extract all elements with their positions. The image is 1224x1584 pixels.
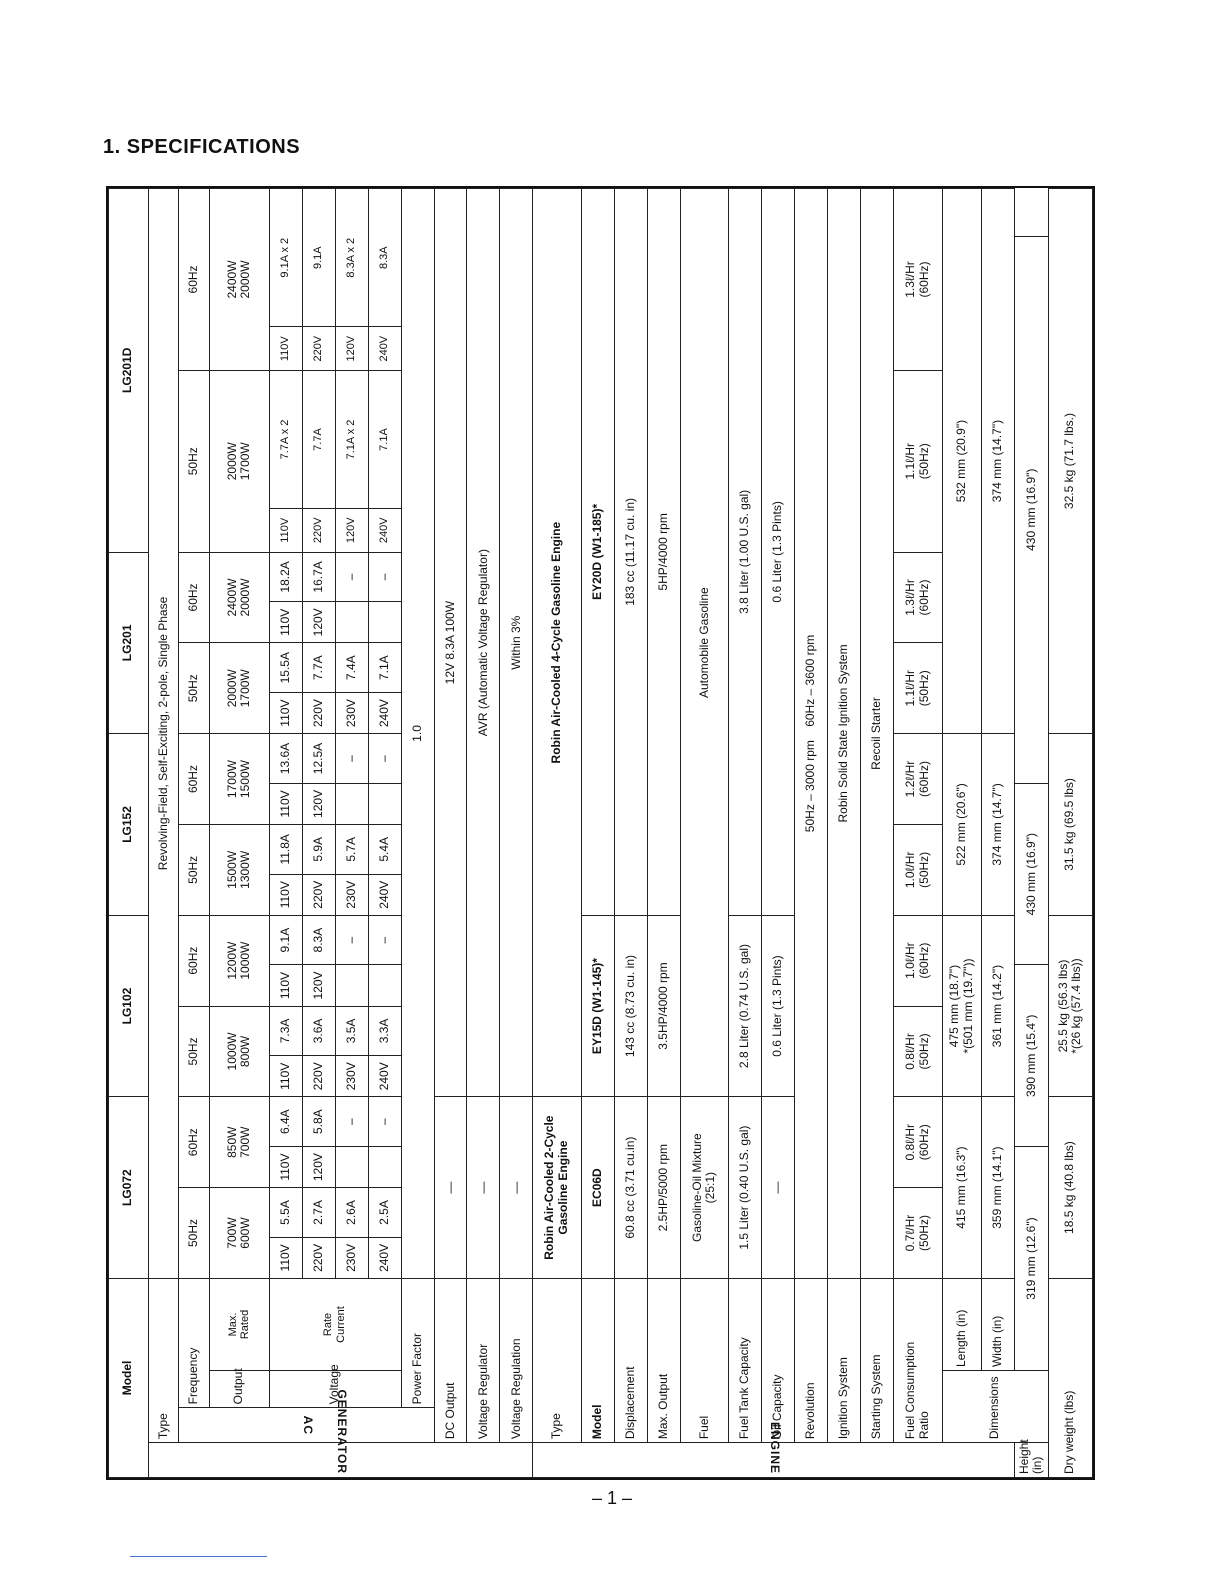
volt-cell [368,965,401,1006]
fuel-tank-lg102: 2.8 Liter (0.74 U.S. gal) [729,915,762,1097]
volt-cell: 110V [269,874,302,915]
dc-output-label: DC Output [434,1278,467,1442]
output-lg201-60: 2400W 2000W [210,552,269,643]
volt-cell [368,783,401,824]
revolution-row [795,189,828,1478]
displacement-lg072: 60.8 cc (3.71 cu.in) [614,1097,647,1279]
current-cell: 2.5A [368,1188,401,1238]
specifications-table [108,188,1093,1478]
volt-cell: 240V [368,693,401,734]
volt-cell [368,602,401,643]
ignition-label: Ignition System [828,1278,861,1442]
current-cell: 16.7A [302,552,335,602]
max-output-label: Max. Output [647,1278,680,1442]
freq-lg072-60: 60Hz [179,1097,210,1188]
displacement-lg102: 143 cc (8.73 cu. in) [614,915,647,1097]
output-label: Output [210,1371,269,1408]
oil-capacity-rest: 0.6 Liter (1.3 Pints) [762,189,795,916]
engine-type-lg072: Robin Air-Cooled 2-Cycle Gasoline Engine [533,1097,581,1279]
current-cell: 9.1A [269,915,302,965]
model-lg152: LG152 [109,734,149,916]
lg201d-volt: 220V [302,509,335,553]
fuel-consumption-lg072-50: 0.7ℓ/Hr (50Hz) [894,1188,942,1279]
fuel-consumption-row [894,189,942,1478]
volt-cell: 240V [368,1056,401,1097]
lg201d-current: 7.1A [368,370,401,508]
volt-cell: 120V [302,1147,335,1188]
length-lg201: 532 mm (20.9") [942,189,982,734]
engine-model-lg102: EY15D (W1-145)* [581,915,614,1097]
revolution-value: 50Hz – 3000 rpm 60Hz – 3600 rpm [795,189,828,1279]
volt-cell: 110V [269,693,302,734]
fuel-consumption-lg201d-50: 1.1ℓ/Hr (50Hz) [894,370,942,552]
footer-link-underline [130,1556,267,1557]
current-cell: – [368,734,401,784]
page-number: – 1 – [591,1488,633,1508]
engine-model-label: Model [581,1278,614,1442]
volt-cell: 110V [269,1237,302,1278]
revolution-label: Revolution [795,1278,828,1442]
fuel-consumption-lg102-60: 1.0ℓ/Hr (60Hz) [894,915,942,1006]
fuel-consumption-lg152-60: 1.2ℓ/Hr (60Hz) [894,734,942,825]
lg201d-current: 8.3A [368,189,401,327]
fuel-tank-rest: 3.8 Liter (1.00 U.S. gal) [729,189,762,916]
volt-cell: 230V [335,1237,368,1278]
current-cell: 7.1A [368,643,401,693]
voltage-regulation-row [500,189,533,1478]
current-cell: 5.7A [335,824,368,874]
current-cell: 8.3A [302,915,335,965]
output-lg102-60: 1200W 1000W [210,915,269,1006]
fuel-row [680,189,728,1478]
dimensions-label: Dimensions [942,1371,1048,1443]
max-output-lg072: 2.5HP/5000 rpm [647,1097,680,1279]
lg201d-volt: 110V [269,327,302,371]
output-lg072-60: 850W 700W [210,1097,269,1188]
dry-weight-row [1048,189,1092,1478]
fuel-consumption-lg201d-60: 1.3ℓ/Hr (60Hz) [894,189,942,371]
volt-cell: 230V [335,1056,368,1097]
displacement-rest: 183 cc (11.17 cu. in) [614,189,647,916]
starting-value: Recoil Starter [861,189,894,1279]
fuel-lg072: Gasoline-Oil Mixture (25:1) [680,1097,728,1279]
page-heading: 1. SPECIFICATIONS [103,136,301,158]
height-lg102: 390 mm (15.4") [1015,965,1049,1147]
fuel-label: Fuel [680,1278,728,1442]
lg201d-current: 7.1A x 2 [335,370,368,508]
fuel-others: Automobile Gasoline [680,189,728,1097]
displacement-row [614,189,647,1478]
width-label: Width (in) [982,1278,1015,1370]
volt-cell: 240V [368,874,401,915]
output-lg152-60: 1700W 1500W [210,734,269,825]
output-lg201-50: 2000W 1700W [210,643,269,734]
current-cell: 6.4A [269,1097,302,1147]
volt-cell: 220V [302,1237,335,1278]
length-label: Length (in) [942,1278,982,1370]
oil-capacity-lg072: — [762,1097,795,1279]
fuel-consumption-label: Fuel Consumption Ratio [894,1278,942,1442]
current-cell: 13.6A [269,734,302,784]
volt-cell: 110V [269,602,302,643]
voltage-regulator-label: Voltage Regulator [467,1278,500,1442]
lg201d-volt: 120V [335,509,368,553]
ac-group-label: AC [179,1408,434,1443]
generator-type-value: Revolving-Field, Self-Exciting, 2-pole, Single Phase [148,189,179,1279]
current-cell: 2.6A [335,1188,368,1238]
lg201d-volt: 220V [302,327,335,371]
volt-cell: 120V [302,965,335,1006]
power-factor-value: 1.0 [401,189,434,1279]
engine-model-lg072: EC06D [581,1097,614,1279]
current-cell: 3.6A [302,1006,335,1056]
current-cell: 18.2A [269,552,302,602]
current-cell: 5.5A [269,1188,302,1238]
volt-cell [335,1147,368,1188]
volt-cell: 220V [302,1056,335,1097]
volt-cell: 120V [302,602,335,643]
freq-lg102-50: 50Hz [179,1006,210,1097]
frequency-label: Frequency [179,1278,210,1407]
voltage-regulation-lg072: — [500,1097,533,1279]
fuel-consumption-lg201-60: 1.3ℓ/Hr (60Hz) [894,552,942,643]
width-row [982,189,1015,1478]
oil-capacity-label: Oil Capacity [762,1278,795,1442]
height-label: Height (in) [1015,1443,1049,1478]
current-cell: 12.5A [302,734,335,784]
output-lg201d-50: 2000W 1700W [210,370,269,552]
dc-output-lg072: — [434,1097,467,1279]
volt-cell: 230V [335,874,368,915]
freq-lg152-60: 60Hz [179,734,210,825]
freq-lg201-50: 50Hz [179,643,210,734]
output-max-rated-label: Max. Rated [210,1278,269,1370]
lg201d-current: 8.3A x 2 [335,189,368,327]
output-row [210,189,269,1478]
freq-lg201d-60: 60Hz [179,189,210,371]
height-lg152: 430 mm (16.9") [1015,783,1049,965]
current-cell: 3.5A [335,1006,368,1056]
volt-cell: 110V [269,965,302,1006]
model-lg201d: LG201D [109,189,149,553]
model-lg201: LG201 [109,552,149,734]
generator-group-label: GENERATOR [148,1443,533,1478]
type-row [148,189,179,1478]
freq-lg201d-50: 50Hz [179,370,210,552]
volt-cell: 220V [302,874,335,915]
voltage-regulator-row [467,189,500,1478]
fuel-tank-row [729,189,762,1478]
dry-weight-lg201: 32.5 kg (71.7 lbs.) [1048,189,1092,734]
height-lg072: 319 mm (12.6") [1015,1147,1049,1371]
output-lg201d-60: 2400W 2000W [210,189,269,371]
lg201d-volt: 240V [368,509,401,553]
specifications-table-frame [106,186,1095,1480]
lg201d-current: 7.7A x 2 [269,370,302,508]
dc-output-row [434,189,467,1478]
current-cell: – [335,915,368,965]
starting-label: Starting System [861,1278,894,1442]
engine-model-row [581,189,614,1478]
current-cell: 5.8A [302,1097,335,1147]
oil-capacity-row [762,189,795,1478]
width-lg102: 361 mm (14.2") [982,915,1015,1097]
voltage-regulator-value: AVR (Automatic Voltage Regulator) [467,189,500,1097]
current-cell: 7.7A [302,643,335,693]
lg201d-volt: 110V [269,509,302,553]
voltage-regulation-label: Voltage Regulation [500,1278,533,1442]
current-cell: 2.7A [302,1188,335,1238]
engine-type-others: Robin Air-Cooled 4-Cycle Gasoline Engine [533,189,581,1097]
output-lg072-50: 700W 600W [210,1188,269,1279]
current-cell: – [368,552,401,602]
volt-cell: 120V [302,783,335,824]
lg201d-current: 9.1A x 2 [269,189,302,327]
volt-cell: 220V [302,693,335,734]
max-output-row [647,189,680,1478]
volt-cell: 110V [269,1056,302,1097]
rate-current-label: Rate Current [269,1278,401,1370]
volt-cell: 240V [368,1237,401,1278]
fuel-tank-lg072: 1.5 Liter (0.40 U.S. gal) [729,1097,762,1279]
width-lg072: 359 mm (14.1") [982,1097,1015,1279]
fuel-consumption-lg152-50: 1.0ℓ/Hr (50Hz) [894,824,942,915]
volt-cell: 110V [269,1147,302,1188]
model-label: Model [109,1278,149,1477]
volt-cell [335,965,368,1006]
voltage-regulation-value: Within 3% [500,189,533,1097]
dry-weight-lg072: 18.5 kg (40.8 lbs) [1048,1097,1092,1279]
dry-weight-lg102: 25.5 kg (56.3 lbs) *(26 kg (57.4 lbs)) [1048,915,1092,1097]
ignition-value: Robin Solid State Ignition System [828,189,861,1279]
max-output-lg102: 3.5HP/4000 rpm [647,915,680,1097]
oil-capacity-lg102: 0.6 Liter (1.3 Pints) [762,915,795,1097]
fuel-consumption-lg102-50: 0.8ℓ/Hr (50Hz) [894,1006,942,1097]
width-lg152: 374 mm (14.7") [982,734,1015,916]
displacement-label: Displacement [614,1278,647,1442]
ignition-row [828,189,861,1478]
type-label: Type [148,1278,179,1442]
voltage-row-1 [269,189,302,1478]
volt-cell [368,1147,401,1188]
current-cell: 5.9A [302,824,335,874]
output-lg152-50: 1500W 1300W [210,824,269,915]
lg201d-current: 7.7A [302,370,335,508]
lg201d-current: 9.1A [302,189,335,327]
current-cell: – [368,1097,401,1147]
fuel-consumption-lg072-60: 0.8ℓ/Hr (60Hz) [894,1097,942,1188]
length-lg152: 522 mm (20.6") [942,734,982,916]
starting-row [861,189,894,1478]
model-row [109,189,149,1478]
current-cell: – [368,915,401,965]
engine-type-label: Type [533,1278,581,1442]
max-output-rest: 5HP/4000 rpm [647,189,680,916]
freq-lg072-50: 50Hz [179,1188,210,1279]
current-cell: 7.3A [269,1006,302,1056]
current-cell: 3.3A [368,1006,401,1056]
current-cell: – [335,734,368,784]
dry-weight-lg152: 31.5 kg (69.5 lbs) [1048,734,1092,916]
height-lg201: 430 mm (16.9") [1015,236,1049,783]
model-lg072: LG072 [109,1097,149,1279]
length-lg102: 475 mm (18.7") *(501 mm (19.7")) [942,915,982,1097]
voltage-regulator-lg072: — [467,1097,500,1279]
engine-group-label: ENGINE [533,1443,1015,1478]
current-cell: 5.4A [368,824,401,874]
lg201d-volt: 240V [368,327,401,371]
height-row [1015,189,1049,1478]
freq-lg152-50: 50Hz [179,824,210,915]
current-cell: 11.8A [269,824,302,874]
power-factor-label: Power Factor [401,1278,434,1407]
current-cell: – [335,552,368,602]
rotated-table-wrapper [108,188,1093,1478]
output-lg102-50: 1000W 800W [210,1006,269,1097]
current-cell: 7.4A [335,643,368,693]
engine-model-rest: EY20D (W1-185)* [581,189,614,916]
width-lg201: 374 mm (14.7") [982,189,1015,734]
length-row [942,189,982,1478]
current-cell: 15.5A [269,643,302,693]
fuel-tank-label: Fuel Tank Capacity [729,1278,762,1442]
volt-cell [335,783,368,824]
volt-cell: 110V [269,783,302,824]
volt-cell [335,602,368,643]
freq-lg201-60: 60Hz [179,552,210,643]
dc-output-value: 12V 8.3A 100W [434,189,467,1097]
freq-lg102-60: 60Hz [179,915,210,1006]
frequency-row [179,189,210,1478]
engine-type-row [533,189,581,1478]
voltage-label: Voltage [269,1371,401,1408]
volt-cell: 230V [335,693,368,734]
length-lg072: 415 mm (16.3") [942,1097,982,1279]
power-factor-row [401,189,434,1478]
current-cell: – [335,1097,368,1147]
fuel-consumption-lg201-50: 1.1ℓ/Hr (50Hz) [894,643,942,734]
model-lg102: LG102 [109,915,149,1097]
lg201d-volt: 120V [335,327,368,371]
dry-weight-label: Dry weight (lbs) [1048,1278,1092,1477]
